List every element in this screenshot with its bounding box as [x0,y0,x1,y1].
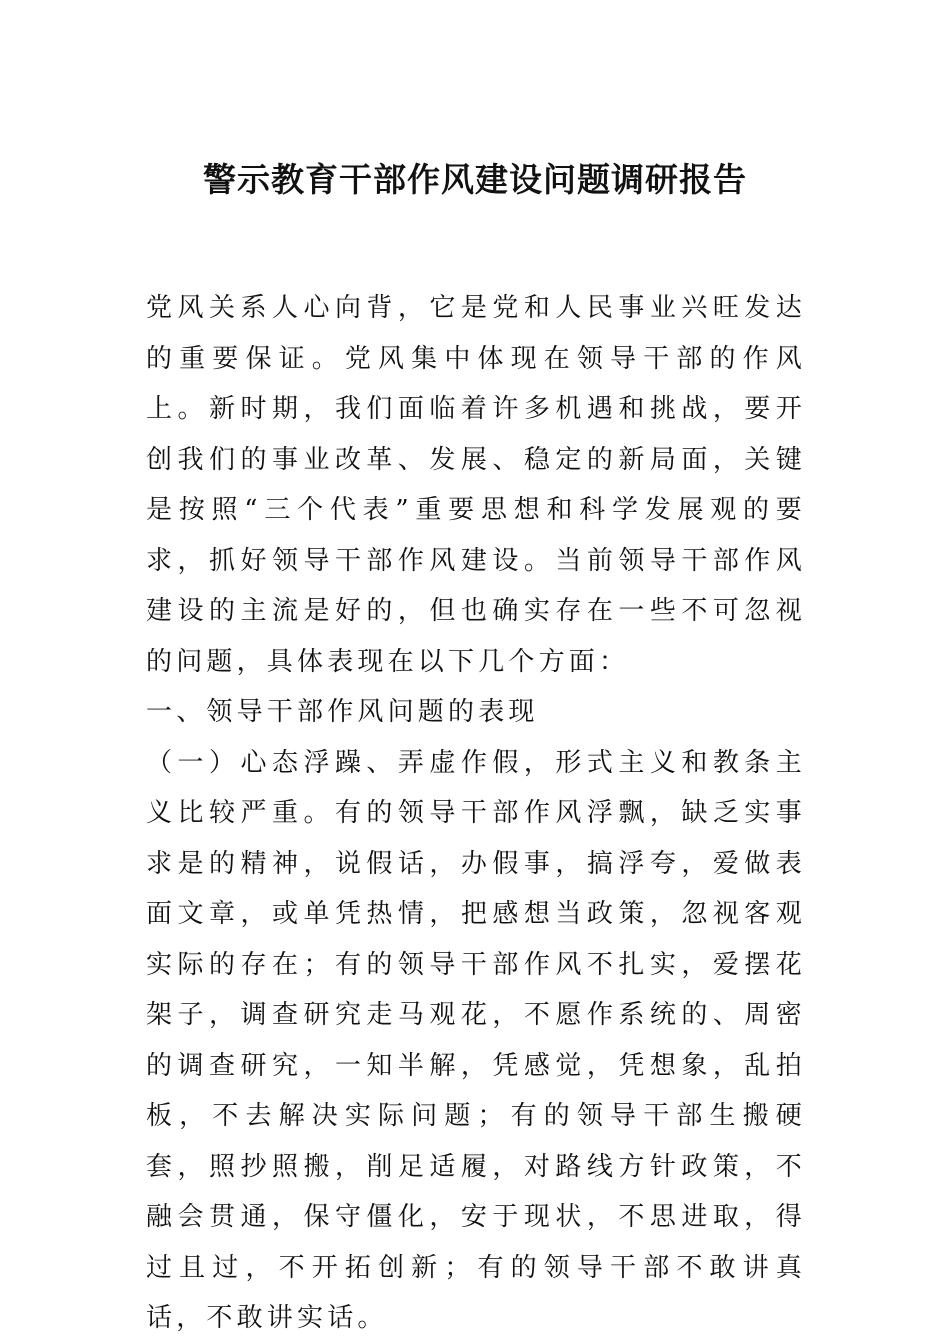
intro-paragraph: 党风关系人心向背，它是党和人民事业兴旺发达的重要保证。党风集中体现在领导干部的作风上。新时期，我们面临着许多机遇和挑战，要开创我们的事业改革、发展、稳定的新局面，关键是按照“三个代表”重要思想和科学发展观的要求，抓好领导干部作风建设。当前领导干部作风建设的主流是好的，但也确实存在一些不可忽视的问题，具体表现在以下几个方面： [146,293,806,677]
document-title: 警示教育干部作风建设问题调研报告 [203,160,747,199]
section-heading: 一、领导干部作风问题的表现 [146,697,539,727]
document-body [146,283,806,1344]
subsection-paragraph: （一）心态浮躁、弄虚作假，形式主义和教条主义比较严重。有的领导干部作风浮飘，缺乏实事求是的精神，说假话，办假事，搞浮夸，爱做表面文章，或单凭热情，把感想当政策，忽视客观实际的存在；有的领导干部作风不扎实，爱摆花架子，调查研究走马观花，不愿作系统的、周密的调查研究，一知半解，凭感觉，凭想象，乱拍板，不去解决实际问题；有的领导干部生搬硬套，照抄照搬，削足适履，对路线方针政策，不融会贯通，保守僵化，安于现状，不思进取，得过且过，不开拓创新；有的领导干部不敢讲真话，不敢讲实话。 [146,747,806,1333]
